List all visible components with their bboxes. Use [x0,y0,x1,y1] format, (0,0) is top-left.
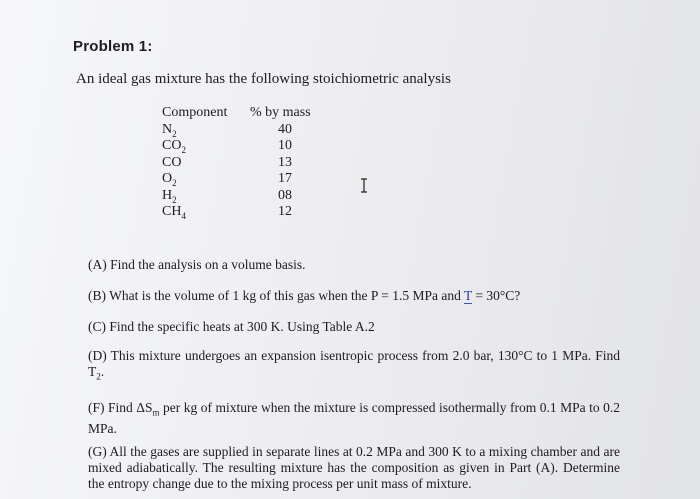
question-d-text: (D) This mixture undergoes an expansion isentropic process from 2.0 bar, 130°C to 1 MPa. Find T [88,348,620,379]
question-b [88,288,520,304]
table-row [162,122,320,139]
question-d-sub: 2 [96,371,101,382]
mass-percent: 40 [278,121,292,137]
table-row [162,204,320,221]
component-subscript: 2 [181,144,186,155]
component-name [162,188,250,205]
mass-percent: 12 [278,204,292,219]
question-f-text: (F) Find ΔS [88,400,153,415]
mass-percent: 13 [278,154,292,170]
table-body [162,122,320,221]
question-f [88,400,620,437]
component-formula: N [162,121,173,137]
component-name [162,171,250,188]
component-formula: CO [162,154,182,170]
question-b-end: = 30°C? [471,288,521,303]
table-row [162,155,320,172]
component-name [162,204,250,221]
table-row [162,171,320,188]
problem-title: Problem 1: [73,38,153,55]
problem-intro: An ideal gas mixture has the following stoichiometric analysis [76,71,451,87]
question-b-text: (B) What is the volume of 1 kg of this gas when the P = 1.5 MPa and [88,288,464,303]
component-formula: CH [162,204,182,219]
mass-percent: 08 [278,187,292,203]
question-g: (G) All the gases are supplied in separate lines at 0.2 MPa and 300 K to a mixing chamber and are mixed adiabatically. The resulting mixture has the composition as given in Part (A). Determine the entropy change due to the mixing process per unit mass of mixture. [88,444,620,491]
question-c: (C) Find the specific heats at 300 K. Using Table A.2 [88,319,375,334]
component-subscript: 2 [172,177,177,188]
question-f-end: per kg of mixture when the mixture is compressed isothermally from 0.1 MPa to 0.2 MPa. [88,400,620,436]
component-name [162,122,250,139]
table-row [162,138,320,155]
component-formula: H [162,187,173,203]
component-formula: O [162,171,173,186]
question-a: (A) Find the analysis on a volume basis. [88,257,306,272]
table-row [162,188,320,205]
table-header [162,105,320,122]
question-d [88,348,620,385]
text-cursor-icon [360,178,368,193]
component-name [162,155,250,172]
component-subscript: 2 [172,128,177,139]
header-component: Component [162,105,228,120]
composition-table [162,105,320,221]
component-formula: CO [162,138,182,153]
component-subscript: 4 [181,210,186,221]
question-f-sub: m [152,407,160,418]
question-d-end: . [100,364,105,379]
component-subscript: 2 [172,194,177,205]
header-mass: % by mass [250,105,311,120]
mass-percent: 10 [278,138,292,153]
temperature-link[interactable]: T [463,288,472,303]
mass-percent: 17 [278,171,292,186]
component-name [162,138,250,155]
